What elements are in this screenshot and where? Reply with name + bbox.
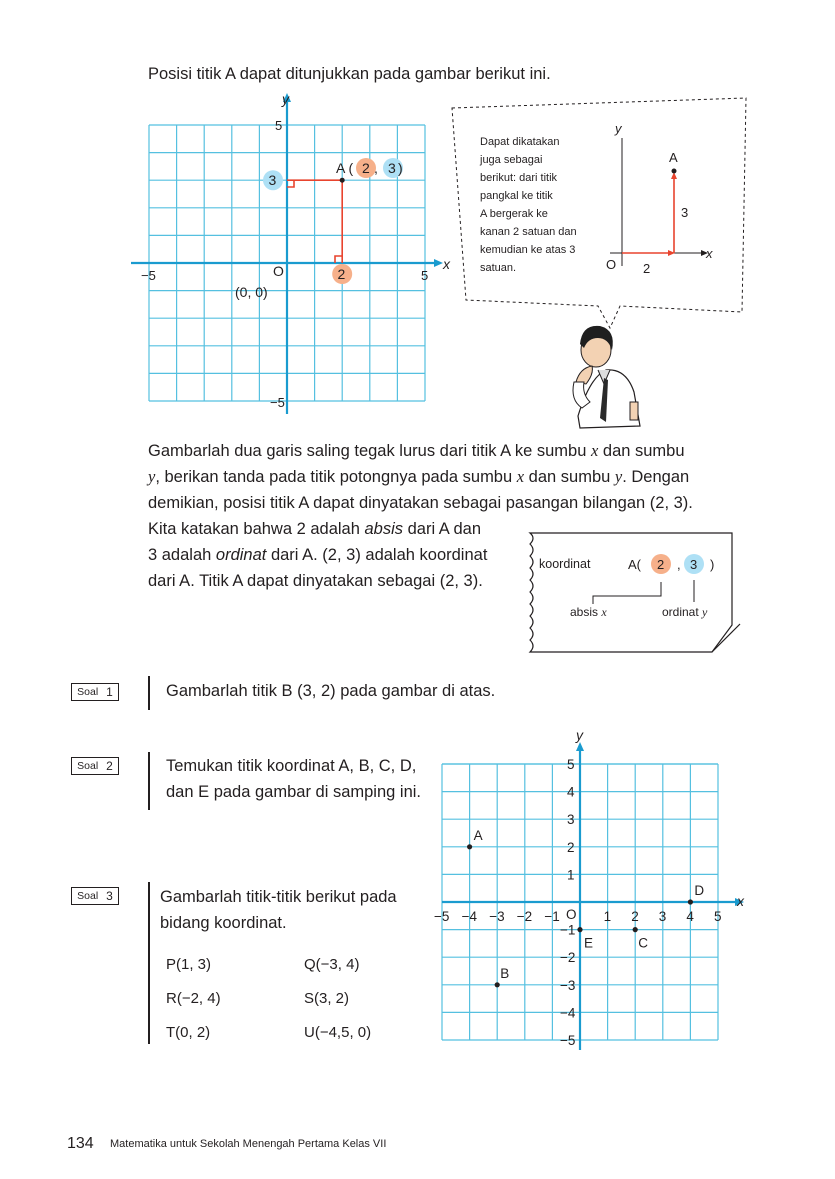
y-tick-label: 3 bbox=[567, 812, 575, 828]
tick-y-neg5: −5 bbox=[270, 395, 285, 410]
para-line-2: y, berikan tanda pada titik potongnya pada sumbu x dan sumbu y. Dengan bbox=[148, 467, 690, 486]
bubble-point-label: A bbox=[669, 150, 678, 165]
soal-3-line-2: bidang koordinat. bbox=[160, 914, 287, 932]
point-d-label: D bbox=[694, 883, 705, 898]
x-tick-label: 5 bbox=[714, 909, 722, 924]
x-axis-label-2: x bbox=[737, 893, 744, 909]
point-u: U(−4,5, 0) bbox=[304, 1024, 372, 1041]
soal-3-bar bbox=[148, 882, 150, 1044]
point-a-label: A ( bbox=[336, 160, 354, 176]
note-comma: , bbox=[677, 557, 681, 572]
point-c-dot bbox=[633, 927, 638, 932]
bubble-line-1: Dapat dikatakan bbox=[480, 136, 560, 148]
point-t: T(0, 2) bbox=[166, 1024, 211, 1041]
bubble-dx-label: 2 bbox=[643, 261, 651, 276]
bubble-line-2: juga sebagai bbox=[480, 154, 543, 166]
point-b-label: B bbox=[500, 965, 510, 981]
bubble-line-7: kemudian ke atas 3 bbox=[480, 244, 576, 256]
bubble-y-label: y bbox=[615, 121, 622, 136]
y-tick-label: 5 bbox=[567, 757, 575, 772]
origin-label-1: O bbox=[273, 263, 284, 279]
bubble-line-4: pangkal ke titik bbox=[480, 190, 553, 202]
soal-2-tag: Soal 2 bbox=[71, 757, 119, 775]
point-a-close: ) bbox=[398, 160, 403, 176]
point-q: Q(−3, 4) bbox=[304, 956, 360, 973]
note-x: 2 bbox=[657, 557, 665, 572]
intro-text: Posisi titik A dapat ditunjukkan pada gambar berikut ini. bbox=[148, 65, 551, 83]
para-line-6: dari A. Titik A dapat dinyatakan sebagai (2, 3). bbox=[148, 572, 483, 590]
para-line-4: Kita katakan bahwa 2 adalah absis dari A dan bbox=[148, 520, 482, 538]
note-close: ) bbox=[710, 557, 715, 572]
point-a-dot bbox=[467, 844, 472, 849]
y-tick-label: 4 bbox=[567, 784, 575, 800]
soal-2-line-2: dan E pada gambar di samping ini. bbox=[166, 783, 421, 801]
y-tick-label: −5 bbox=[560, 1033, 576, 1048]
para-line-1: Gambarlah dua garis saling tegak lurus dari titik A ke sumbu x dan sumbu bbox=[148, 441, 685, 460]
soal-3-text bbox=[160, 884, 397, 936]
note-koordinat: koordinat bbox=[539, 557, 591, 571]
y-tick-label: −4 bbox=[560, 1005, 576, 1021]
x-tick-label: 4 bbox=[686, 909, 694, 924]
y-value-label: 3 bbox=[268, 172, 277, 188]
soal-1-bar bbox=[148, 676, 150, 710]
point-e-dot bbox=[577, 927, 582, 932]
bubble-origin-label: O bbox=[606, 257, 617, 272]
bubble-line-5: A bergerak ke bbox=[480, 208, 548, 220]
soal-2-line-1: Temukan titik koordinat A, B, C, D, bbox=[166, 757, 417, 775]
y-axis-label-1: y bbox=[282, 91, 289, 107]
coordinate-graph-2 bbox=[425, 728, 755, 1058]
x-tick-label: −3 bbox=[489, 909, 505, 924]
x-value-label: 2 bbox=[337, 266, 346, 282]
student-illustration bbox=[560, 322, 650, 432]
note-ordinat: ordinat y bbox=[662, 605, 708, 619]
coordinate-graph-1 bbox=[125, 88, 455, 418]
x-tick-label: 3 bbox=[658, 909, 667, 924]
point-c-label: C bbox=[638, 935, 648, 951]
para-line-3: demikian, posisi titik A dapat dinyatakan sebagai pasangan bilangan (2, 3). bbox=[148, 494, 693, 512]
soal-2-text bbox=[166, 753, 421, 805]
point-d-dot bbox=[688, 899, 693, 904]
bubble-line-3: berikut: dari titik bbox=[480, 172, 558, 184]
bubble-x-label: x bbox=[706, 246, 713, 261]
y-tick-label: −1 bbox=[560, 922, 576, 938]
soal-1-tag: Soal 1 bbox=[71, 683, 119, 701]
tick-x-5: 5 bbox=[421, 268, 429, 283]
soal-1-text: Gambarlah titik B (3, 2) pada gambar di atas. bbox=[166, 682, 496, 700]
tick-y-5: 5 bbox=[275, 118, 283, 133]
soal-3-line-1: Gambarlah titik-titik berikut pada bbox=[160, 888, 397, 906]
origin-coord-label: (0, 0) bbox=[235, 284, 268, 300]
y-axis-label-2: y bbox=[576, 728, 583, 743]
x-axis-label-1: x bbox=[443, 256, 450, 272]
speech-bubble bbox=[450, 96, 750, 336]
point-a-y: 3 bbox=[388, 160, 396, 176]
x-tick-label: 2 bbox=[631, 909, 639, 924]
x-tick-label: −4 bbox=[461, 909, 478, 924]
bubble-dy-label: 3 bbox=[681, 205, 689, 220]
y-tick-label: −3 bbox=[560, 977, 576, 993]
bubble-point-a bbox=[672, 169, 677, 174]
bubble-line-6: kanan 2 satuan dan bbox=[480, 226, 577, 238]
plotted-points bbox=[467, 828, 704, 988]
origin-label-2: O bbox=[566, 907, 577, 922]
soal-2-bar bbox=[148, 752, 150, 810]
point-r: R(−2, 4) bbox=[166, 990, 221, 1007]
para-line-5: 3 adalah ordinat dari A. (2, 3) adalah koordinat bbox=[148, 546, 488, 564]
point-a-label: A bbox=[473, 827, 483, 843]
bubble-line-8: satuan. bbox=[480, 262, 517, 274]
y-tick-label: −2 bbox=[560, 950, 576, 966]
note-a-open: A( bbox=[628, 557, 641, 572]
point-a-dot bbox=[340, 178, 345, 183]
point-s: S(3, 2) bbox=[304, 990, 350, 1007]
x-tick-label: −1 bbox=[544, 909, 560, 924]
x-axis-arrow-1 bbox=[434, 259, 443, 267]
coordinate-note-box bbox=[522, 530, 747, 658]
note-y: 3 bbox=[690, 557, 698, 572]
page-number: 134 bbox=[67, 1135, 94, 1152]
point-e-label: E bbox=[584, 935, 594, 951]
x-tick-label: 1 bbox=[603, 909, 612, 924]
soal-3-tag: Soal 3 bbox=[71, 887, 119, 905]
x-tick-label: −2 bbox=[516, 909, 533, 924]
point-p: P(1, 3) bbox=[166, 956, 212, 973]
y-tick-label: 1 bbox=[567, 867, 575, 883]
tick-x-neg5: −5 bbox=[141, 268, 156, 283]
point-b-dot bbox=[495, 982, 500, 987]
y-axis-arrow-2 bbox=[576, 742, 584, 751]
point-a-x: 2 bbox=[362, 160, 370, 176]
point-a-comma: , bbox=[374, 160, 378, 176]
note-absis: absis x bbox=[570, 605, 607, 619]
book-title: Matematika untuk Sekolah Menengah Pertama Kelas VII bbox=[110, 1138, 387, 1150]
x-tick-label: −5 bbox=[434, 909, 450, 924]
y-tick-label: 2 bbox=[567, 839, 575, 855]
